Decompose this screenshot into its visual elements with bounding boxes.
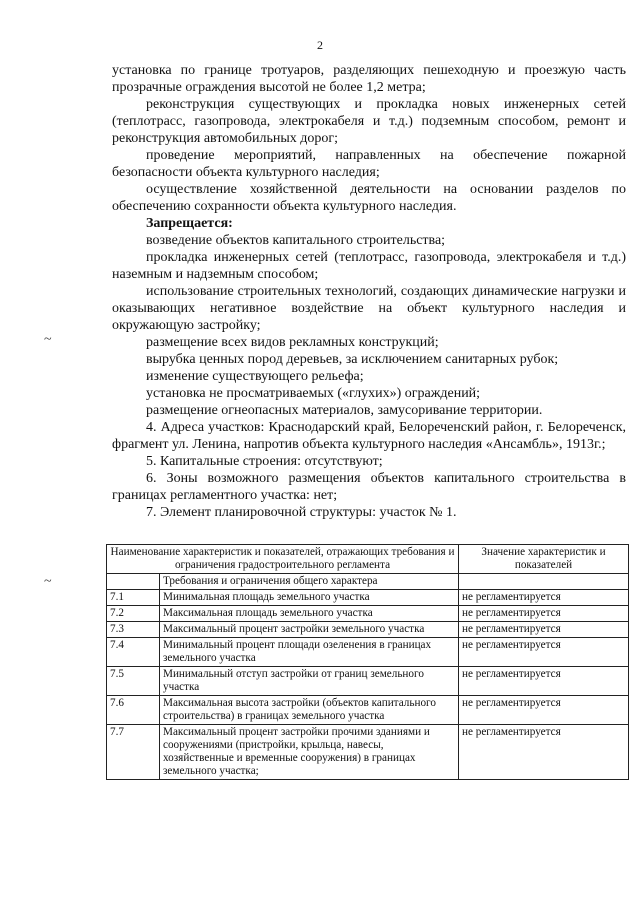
page-number: 2	[317, 38, 323, 52]
table-cell-value: не регламентируется	[459, 667, 629, 696]
table-cell-value: не регламентируется	[459, 606, 629, 622]
table-row	[107, 696, 629, 725]
table-row	[107, 622, 629, 638]
paragraph: изменение существующего рельефа;	[146, 369, 364, 384]
table-row	[107, 638, 629, 667]
paragraph: проведение мероприятий, направленных на обеспечение пожарной безопасности объекта культурного наследия;	[112, 148, 626, 180]
table-cell-name: Максимальная высота застройки (объектов капитального строительства) в границах земельного участка	[160, 696, 459, 725]
paragraph: размещение всех видов рекламных конструкций;	[146, 335, 439, 350]
table-cell-num: 7.4	[107, 638, 160, 667]
document-body	[112, 62, 626, 521]
paragraph: 5. Капитальные строения: отсутствуют;	[146, 454, 383, 469]
table-cell-num: 7.6	[107, 696, 160, 725]
paragraph: реконструкция существующих и прокладка новых инженерных сетей (теплотрасс, газопровода, электрокабеля и т.д.) подземным способом, ремонт и реконструкция автомобильных дорог;	[112, 97, 626, 146]
table-cell-num: 7.5	[107, 667, 160, 696]
table-cell-name: Максимальный процент застройки земельного участка	[160, 622, 459, 638]
table-section-title: Требования и ограничения общего характера	[160, 574, 459, 590]
table-cell-value: не регламентируется	[459, 622, 629, 638]
margin-mark: ~	[44, 332, 52, 347]
table-cell-name: Минимальный отступ застройки от границ земельного участка	[160, 667, 459, 696]
paragraph: вырубка ценных пород деревьев, за исключением санитарных рубок;	[146, 352, 559, 367]
table-cell-num: 7.3	[107, 622, 160, 638]
table-cell-name: Максимальная площадь земельного участка	[160, 606, 459, 622]
paragraph: 7. Элемент планировочной структуры: участок № 1.	[146, 505, 457, 520]
table-cell-empty	[459, 574, 629, 590]
paragraph: размещение огнеопасных материалов, замусоривание территории.	[146, 403, 543, 418]
table-cell-name: Минимальная площадь земельного участка	[160, 590, 459, 606]
regulation-table	[106, 544, 629, 780]
paragraph: установка не просматриваемых («глухих») ограждений;	[146, 386, 481, 401]
table-cell-value: не регламентируется	[459, 590, 629, 606]
paragraph: прокладка инженерных сетей (теплотрасс, газопровода, электрокабеля и т.д.) наземным и надземным способом;	[112, 250, 626, 282]
table-cell-value: не регламентируется	[459, 696, 629, 725]
table-row	[107, 590, 629, 606]
table-header-characteristics: Наименование характеристик и показателей, отражающих требования и ограничения градостроительного регламента	[107, 545, 459, 574]
table-cell-name: Максимальный процент застройки прочими зданиями и сооружениями (пристройки, крыльца, навесы, хозяйственные и временные сооружения) в границах земельного участка;	[160, 725, 459, 780]
margin-mark: ~	[44, 574, 52, 589]
table-row	[107, 667, 629, 696]
paragraph: установка по границе тротуаров, разделяющих пешеходную и проезжую часть прозрачные ограждения высотой не более 1,2 метра;	[112, 63, 626, 95]
table-cell-num: 7.2	[107, 606, 160, 622]
paragraph: осуществление хозяйственной деятельности на основании разделов по обеспечению сохранности объекта культурного наследия.	[112, 182, 626, 214]
paragraph: 6. Зоны возможного размещения объектов капитального строительства в границах регламентного участка: нет;	[112, 471, 626, 503]
table-cell-value: не регламентируется	[459, 725, 629, 780]
paragraph: использование строительных технологий, создающих динамические нагрузки и оказывающих негативное воздействие на объект культурного наследия и окружающую застройку;	[112, 284, 626, 333]
paragraph: возведение объектов капитального строительства;	[146, 233, 446, 248]
table-row	[107, 725, 629, 780]
table-header-values: Значение характеристик и показателей	[459, 545, 629, 574]
table-cell-num: 7.7	[107, 725, 160, 780]
table-cell-value: не регламентируется	[459, 638, 629, 667]
table-cell-name: Минимальный процент площади озеленения в границах земельного участка	[160, 638, 459, 667]
paragraph: 4. Адреса участков: Краснодарский край, Белореченский район, г. Белореченск, фрагмент ул. Ленина, напротив объекта культурного наследия «Ансамбль», 1913г.;	[112, 420, 626, 452]
section-heading: Запрещается:	[146, 216, 233, 231]
table-cell-num: 7.1	[107, 590, 160, 606]
table-row	[107, 606, 629, 622]
table-cell-empty	[107, 574, 160, 590]
